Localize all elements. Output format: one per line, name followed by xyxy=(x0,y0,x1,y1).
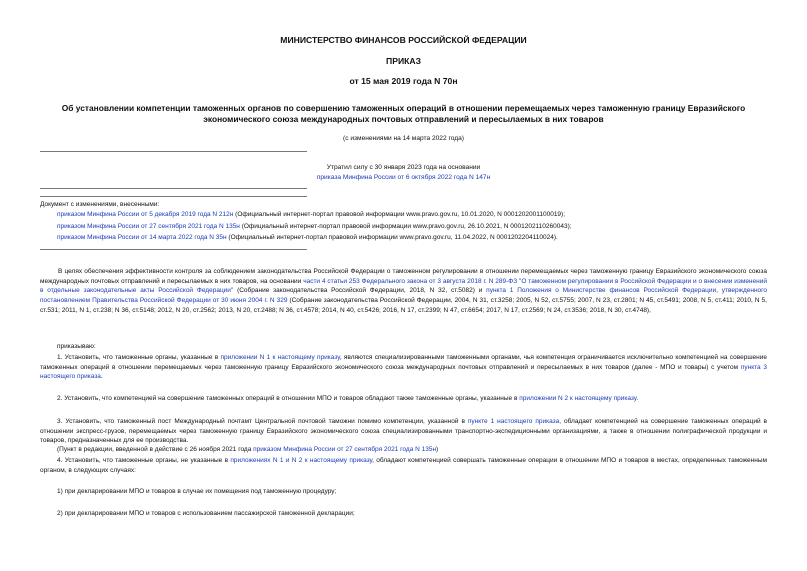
order-word: приказываю: xyxy=(57,343,96,350)
divider xyxy=(40,249,307,250)
status-line xyxy=(200,163,607,183)
point-1-link[interactable]: пункте 1 настоящего приказа xyxy=(467,418,560,425)
paragraph-text: 4. Установить, что таможенные органы, не указанные в xyxy=(57,457,231,464)
amendment-item xyxy=(57,222,572,232)
amendment-source: (Официальный интернет-портал правовой информации www.pravo.gov.ru, 10.01.2020, N 0001202001100019); xyxy=(233,211,566,218)
paragraph-text: , обладают компетенцией совершать таможенные операции в отношении МПО и товаров в местах, определенных таможенным органом, в следующих случаях: xyxy=(40,457,767,474)
law-link[interactable]: части 4 статьи 253 Федерального закона от 3 августа 2018 г. N 289-ФЗ "О таможенном регулировании в Российской Федерации и о внесении изменений в отдельные законодательные акты Российской Федерации" xyxy=(40,277,767,295)
paragraph-4 xyxy=(40,456,767,475)
regulation-link[interactable]: пункта 1 Положения о Министерстве финансов Российской Федерации, утвержденного постановлением Правительства Российской Федерации от 30 июня 2004 г. N 329 xyxy=(40,287,767,305)
preamble-text: (Собрание законодательства Российской Федерации, 2004, N 31, ст.3258; 2005, N 52, ст.5755; 2007, N 23, ст.2801; N 45, ст.5491; 2008, N 5, ст.411; 2010, N 5, ст.531; 2011, N 1, ст.238; N 36, ст.5148; 2012, N 20, ст.2562; 2013, N 20, ст.2488; N 36, ст.4578; 2014, N 40, ст.5426; 2016, N 17, ст.2399; N 47, ст.6654; 2017, N 17, ст.2569; N 24, ст.3536; 2018, N 30, ст.4748), xyxy=(40,297,767,314)
revision-note: (с изменениями на 14 марта 2022 года) xyxy=(343,135,464,142)
amendment-item xyxy=(57,233,558,243)
note-text: (Пункт в редакции, введенной в действие с 26 ноября 2021 года xyxy=(57,446,254,453)
doc-type-heading: ПРИКАЗ xyxy=(386,56,421,66)
date-number-heading: от 15 мая 2019 года N 70н xyxy=(349,76,458,86)
ministry-heading: МИНИСТЕРСТВО ФИНАНСОВ РОССИЙСКОЙ ФЕДЕРАЦИИ xyxy=(280,35,527,45)
divider xyxy=(40,188,307,189)
paragraph-text: , обладает компетенцией на совершение таможенных операций в отношении экспресс-грузов, перемещаемых через таможенную границу Евразийского экономического союза специализированными транспортно-экспедиционными организациями, а также в отношении полиграфической продукции и товаров, предназначенных для ее производства. xyxy=(40,418,767,445)
paragraph-text: . xyxy=(636,395,639,402)
paragraph-text: . xyxy=(100,373,103,381)
paragraph-text: 2. Установить, что компетенцией на совершение таможенных операций в отношении МПО и товаров обладают также таможенные органы, указанные в xyxy=(57,395,520,402)
preamble-paragraph xyxy=(40,267,767,316)
amendment-link[interactable]: приказом Минфина России от 27 сентября 2021 года N 135н xyxy=(57,223,240,230)
paragraph-text: 1. Установить, что таможенные органы, указанные в xyxy=(57,354,221,361)
appendix-1-link[interactable]: приложении N 1 к настоящему приказу xyxy=(220,354,340,361)
document-title: Об установлении компетенции таможенных органов по совершению таможенных операций в отношении перемещаемых через таможенную границу Евразийского экономического союза международных почтовых отправлений и пересылаемых в них товаров xyxy=(61,103,746,124)
amendment-source: (Официальный интернет-портал правовой информации www.pravo.gov.ru, 11.04.2022, N 0001202204110024). xyxy=(226,234,558,241)
note-text: ) xyxy=(436,446,439,453)
paragraph-1 xyxy=(40,353,767,382)
list-item: 2) при декларировании МПО и товаров с использованием пассажирской таможенной декларации; xyxy=(57,510,355,517)
amendment-item xyxy=(57,210,565,220)
appendix-2-link[interactable]: приложении N 2 к настоящему приказу xyxy=(519,395,637,402)
amendment-link[interactable]: приказом Минфина России от 5 декабря 2019 года N 212н xyxy=(57,211,234,218)
status-text: Утратил силу с 30 января 2023 года на основании xyxy=(326,164,481,171)
divider xyxy=(40,196,307,197)
amendment-link[interactable]: приказом Минфина России от 14 марта 2022 года N 35н xyxy=(57,234,227,241)
paragraph-text: , являются специализированными таможенными органами, чья компетенция ограничивается исключительно компетенцией на совершение таможенных операций в отношении перемещаемых через таможенную границу Евразийского экономического союза международных почтовых отправлений и пересылаемых в них товаров (далее - МПО и товары) с учетом xyxy=(40,354,767,371)
paragraph-2 xyxy=(40,394,767,404)
preamble-text: (Собрание законодательства Российской Федерации, 2018, N 32, ст.5082) и xyxy=(233,287,487,295)
divider xyxy=(40,151,307,152)
paragraph-text: 3. Установить, что таможенный пост Международный почтамт Центральной почтовой таможни помимо компетенции, указанной в xyxy=(57,418,468,425)
amendment-source: (Официальный интернет-портал правовой информации www.pravo.gov.ru, 26.10.2021, N 0001202110260043); xyxy=(239,223,572,230)
paragraph-3 xyxy=(40,417,767,446)
appendices-link[interactable]: приложениях N 1 и N 2 к настоящему приказу xyxy=(230,457,373,464)
amendments-intro: Документ с изменениями, внесенными: xyxy=(40,201,160,208)
preamble-text: В целях обеспечения эффективности контроля за соблюдением законодательства Российской Федерации о таможенном регулировании в отношении перемещаемых через таможенную границу Евразийского экономического союза международных почтовых отправлений и пересылаемых в них товаров, на основании xyxy=(40,268,767,285)
paragraph-3-note xyxy=(57,445,438,455)
list-item: 1) при декларировании МПО и товаров в случае их помещения под таможенную процедуру; xyxy=(57,488,337,495)
point-3-link[interactable]: пункта 3 настоящего приказа xyxy=(40,363,767,381)
status-link[interactable]: приказа Минфина России от 6 октября 2022 года N 147н xyxy=(316,174,491,181)
amendment-note-link[interactable]: приказом Минфина России от 27 сентября 2021 года N 135н xyxy=(253,446,437,453)
